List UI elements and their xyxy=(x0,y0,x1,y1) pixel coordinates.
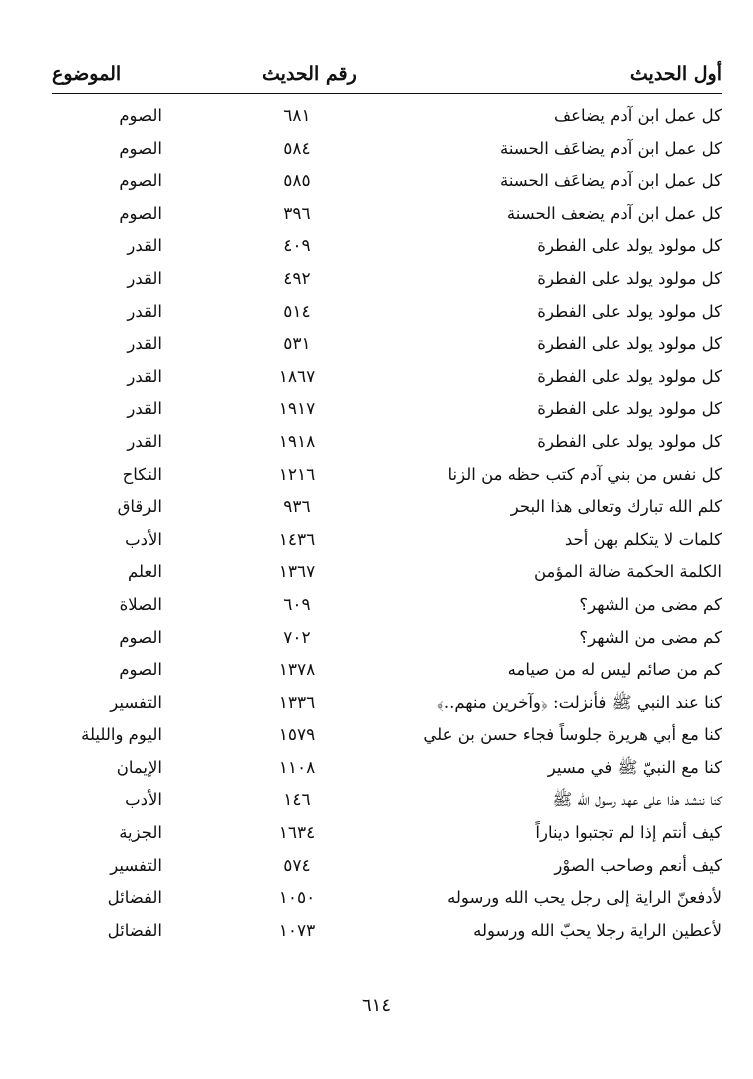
hadith-first-words: كل مولود يولد على الفطرة xyxy=(537,366,722,386)
table-row xyxy=(52,622,722,655)
hadith-number: ١٤٦ xyxy=(283,790,311,811)
hadith-number: ١٣٦٧ xyxy=(278,562,316,583)
hadith-topic: النكاح xyxy=(122,464,162,484)
header-first-words: أول الحديث xyxy=(629,63,722,85)
hadith-first-words: كل عمل ابن آدم يضاعَف الحسنة xyxy=(499,171,722,191)
table-row xyxy=(52,784,722,817)
hadith-topic: القدر xyxy=(127,366,162,386)
hadith-number: ١١٠٨ xyxy=(278,757,316,778)
hadith-first-words: كنا عند النبي ﷺ فأنزلت: ﴿وآخرين منهم..﴾ xyxy=(437,692,722,712)
table-row xyxy=(52,589,722,622)
hadith-number: ٣٩٦ xyxy=(283,203,311,224)
table-row xyxy=(52,459,722,492)
hadith-topic: الصوم xyxy=(119,171,162,191)
hadith-topic: القدر xyxy=(127,301,162,321)
table-row xyxy=(52,426,722,459)
hadith-first-words: كل عمل ابن آدم يضاعف xyxy=(554,106,722,125)
hadith-topic: الأدب xyxy=(125,790,162,810)
hadith-first-words: كل عمل ابن آدم يضاعَف الحسنة xyxy=(499,138,722,158)
hadith-first-words: الكلمة الحكمة ضالة المؤمن xyxy=(533,562,722,582)
hadith-topic: القدر xyxy=(127,334,162,354)
table-row xyxy=(52,263,722,296)
hadith-number: ١٠٥٠ xyxy=(278,888,316,909)
hadith-first-words: كل عمل ابن آدم يضعف الحسنة xyxy=(506,203,722,223)
hadith-first-words: كل مولود يولد على الفطرة xyxy=(537,236,722,256)
page-number: ٦١٤ xyxy=(361,995,391,1016)
table-header xyxy=(52,60,722,92)
hadith-first-words: كل نفس من بني آدم كتب حظه من الزنا xyxy=(447,464,722,484)
hadith-topic: الرقاق xyxy=(117,497,162,517)
hadith-first-words: كلمات لا يتكلم بهن أحد xyxy=(564,529,722,549)
hadith-first-words: كنا مع أبي هريرة جلوساً فجاء حسن بن علي xyxy=(423,725,722,745)
hadith-topic: القدر xyxy=(127,236,162,256)
hadith-first-words: كم مضى من الشهر؟ xyxy=(579,627,722,647)
hadith-number: ٩٣٦ xyxy=(283,497,311,518)
hadith-number: ١٢١٦ xyxy=(278,464,316,485)
hadith-number: ١٣٣٦ xyxy=(278,692,316,713)
table-row xyxy=(52,100,722,133)
hadith-first-words: كم من صائم ليس له من صيامه xyxy=(507,660,722,680)
hadith-topic: القدر xyxy=(127,431,162,451)
hadith-first-words: كل مولود يولد على الفطرة xyxy=(537,431,722,451)
hadith-first-words: كل مولود يولد على الفطرة xyxy=(537,268,722,288)
table-row xyxy=(52,328,722,361)
hadith-topic: الصوم xyxy=(119,660,162,680)
table-row xyxy=(52,850,722,883)
hadith-number: ٥٧٤ xyxy=(283,855,311,876)
table-row xyxy=(52,817,722,850)
hadith-topic: الصوم xyxy=(119,203,162,223)
table-row xyxy=(52,524,722,557)
hadith-first-words: كيف أنتم إذا لم تجتبوا ديناراً xyxy=(535,823,722,843)
hadith-topic: التفسير xyxy=(110,692,162,712)
table-row xyxy=(52,882,722,915)
hadith-topic: القدر xyxy=(127,268,162,288)
hadith-number: ٦٠٩ xyxy=(283,594,311,615)
hadith-number: ٥١٤ xyxy=(283,301,311,322)
hadith-number: ١٩١٧ xyxy=(278,399,316,420)
hadith-number: ٥٨٤ xyxy=(283,138,311,159)
hadith-topic: الأدب xyxy=(125,529,162,549)
header-topic: الموضوع xyxy=(52,63,122,85)
hadith-number: ١٦٣٤ xyxy=(278,823,316,844)
hadith-first-words: لأعطين الراية رجلا يحبّ الله ورسوله xyxy=(473,920,722,940)
hadith-topic: الجزية xyxy=(119,823,162,843)
hadith-topic: القدر xyxy=(127,399,162,419)
table-row xyxy=(52,230,722,263)
hadith-topic: اليوم والليلة xyxy=(81,725,162,745)
hadith-index-table xyxy=(52,100,722,947)
hadith-topic: الفضائل xyxy=(107,888,162,908)
hadith-number: ٥٨٥ xyxy=(283,171,311,192)
hadith-first-words: كم مضى من الشهر؟ xyxy=(579,594,722,614)
table-row xyxy=(52,556,722,589)
table-row xyxy=(52,915,722,948)
hadith-number: ٦٨١ xyxy=(283,106,311,126)
hadith-first-words: كل مولود يولد على الفطرة xyxy=(537,301,722,321)
hadith-topic: الصوم xyxy=(119,106,162,125)
hadith-first-words: كل مولود يولد على الفطرة xyxy=(537,334,722,354)
table-row xyxy=(52,133,722,166)
hadith-number: ١٩١٨ xyxy=(278,431,316,452)
table-row xyxy=(52,687,722,720)
table-row xyxy=(52,393,722,426)
hadith-first-words: كيف أنعم وصاحب الصوْر xyxy=(554,855,722,875)
hadith-first-words: كنا مع النبيّ ﷺ في مسير xyxy=(547,757,722,777)
hadith-topic: الفضائل xyxy=(107,920,162,940)
hadith-first-words: لأدفعنّ الراية إلى رجل يحب الله ورسوله xyxy=(447,888,722,908)
hadith-number: ١٨٦٧ xyxy=(278,366,316,387)
hadith-number: ٥٣١ xyxy=(283,334,311,355)
hadith-number: ١٤٣٦ xyxy=(278,529,316,550)
hadith-topic: الصلاة xyxy=(119,594,162,614)
hadith-number: ١٠٧٣ xyxy=(278,920,316,941)
header-divider xyxy=(52,93,722,94)
hadith-first-words: كنا ننشد هذا على عهد رسول الله ﷺ xyxy=(552,790,722,810)
hadith-first-words: كل مولود يولد على الفطرة xyxy=(537,399,722,419)
table-row xyxy=(52,752,722,785)
hadith-number: ١٣٧٨ xyxy=(278,660,316,681)
table-row xyxy=(52,198,722,231)
hadith-topic: الصوم xyxy=(119,138,162,158)
hadith-number: ٤٩٢ xyxy=(283,268,311,289)
hadith-number: ٧٠٢ xyxy=(283,627,311,648)
table-row xyxy=(52,296,722,329)
table-row xyxy=(52,719,722,752)
hadith-topic: الإيمان xyxy=(116,757,162,777)
hadith-topic: الصوم xyxy=(119,627,162,647)
table-row xyxy=(52,361,722,394)
hadith-first-words: كلم الله تبارك وتعالى هذا البحر xyxy=(510,497,722,517)
header-hadith-number: رقم الحديث xyxy=(262,63,357,85)
hadith-number: ٤٠٩ xyxy=(283,236,311,257)
hadith-topic: التفسير xyxy=(110,855,162,875)
table-row xyxy=(52,491,722,524)
hadith-topic: العلم xyxy=(127,562,162,582)
hadith-number: ١٥٧٩ xyxy=(278,725,316,746)
table-row xyxy=(52,654,722,687)
table-row xyxy=(52,165,722,198)
